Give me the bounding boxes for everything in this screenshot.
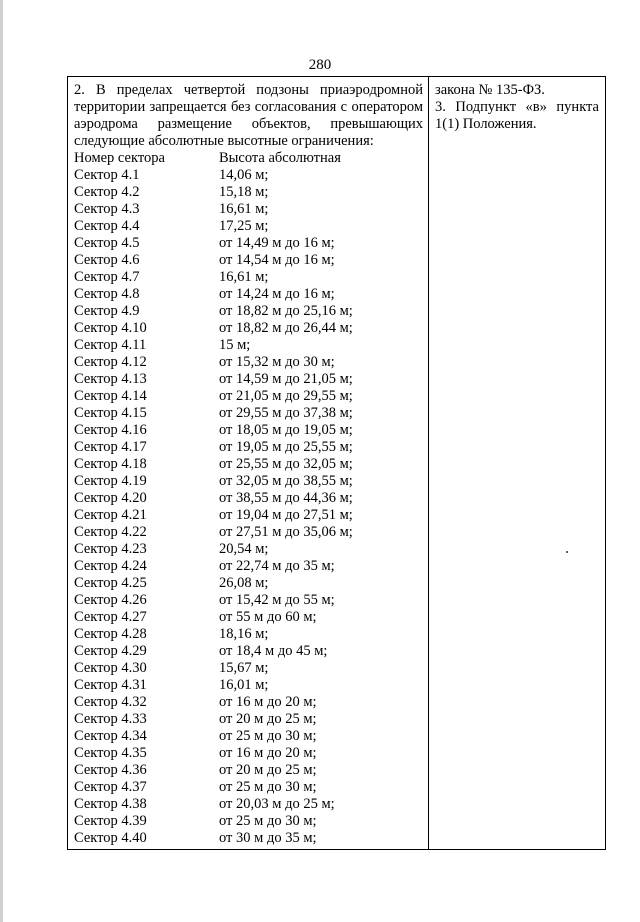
table-row	[74, 694, 423, 711]
sector-name: Сектор 4.13	[74, 371, 147, 387]
sector-name: Сектор 4.34	[74, 728, 147, 744]
sector-height-value: 14,06 м;	[219, 167, 269, 183]
page-number: 280	[308, 57, 332, 73]
sector-name: Сектор 4.12	[74, 354, 147, 370]
sector-name: Сектор 4.19	[74, 473, 147, 489]
sector-name: Сектор 4.5	[74, 235, 140, 251]
intro-line: следующие абсолютные высотные ограничения:	[74, 133, 374, 149]
sector-name: Сектор 4.26	[74, 592, 147, 608]
sector-height-value: 15,67 м;	[219, 660, 269, 676]
right-line: 1(1) Положения.	[435, 116, 537, 132]
table-row	[74, 337, 423, 354]
sector-height-value: 16,61 м;	[219, 201, 269, 217]
sector-height-value: от 38,55 м до 44,36 м;	[219, 490, 353, 506]
table-row	[74, 320, 423, 337]
right-line: закона № 135-ФЗ.	[435, 82, 545, 98]
sector-name: Сектор 4.3	[74, 201, 140, 217]
sector-height-value: от 22,74 м до 35 м;	[219, 558, 335, 574]
sector-name: Сектор 4.9	[74, 303, 140, 319]
sector-name: Сектор 4.35	[74, 745, 147, 761]
table-row	[74, 422, 423, 439]
sector-height-value: от 32,05 м до 38,55 м;	[219, 473, 353, 489]
sector-height-value: от 19,04 м до 27,51 м;	[219, 507, 353, 523]
sector-height-value: от 14,54 м до 16 м;	[219, 252, 335, 268]
sector-name: Сектор 4.6	[74, 252, 140, 268]
table-row	[74, 218, 423, 235]
sector-height-value: от 27,51 м до 35,06 м;	[219, 524, 353, 540]
sector-height-value: от 21,05 м до 29,55 м;	[219, 388, 353, 404]
sector-name: Сектор 4.1	[74, 167, 140, 183]
sector-height-value: от 20 м до 25 м;	[219, 711, 317, 727]
sector-height-value: от 16 м до 20 м;	[219, 745, 317, 761]
sector-height-value: от 18,05 м до 19,05 м;	[219, 422, 353, 438]
sector-height-value: от 25,55 м до 32,05 м;	[219, 456, 353, 472]
table-row	[74, 490, 423, 507]
sector-name: Сектор 4.32	[74, 694, 147, 710]
sector-name: Сектор 4.2	[74, 184, 140, 200]
table-row	[74, 235, 423, 252]
scan-speck	[566, 551, 568, 553]
table-row	[74, 677, 423, 694]
sector-name: Сектор 4.29	[74, 643, 147, 659]
sector-height-value: 17,25 м;	[219, 218, 269, 234]
sector-name: Сектор 4.37	[74, 779, 147, 795]
right-cell	[435, 82, 599, 133]
sector-name: Сектор 4.40	[74, 830, 147, 846]
sector-name: Сектор 4.16	[74, 422, 147, 438]
sector-name: Сектор 4.33	[74, 711, 147, 727]
sector-name: Сектор 4.21	[74, 507, 147, 523]
table-row	[74, 167, 423, 184]
left-cell	[74, 82, 423, 847]
sector-height-value: 18,16 м;	[219, 626, 269, 642]
table-row	[74, 439, 423, 456]
sector-name: Сектор 4.10	[74, 320, 147, 336]
table-row	[74, 456, 423, 473]
sector-name: Сектор 4.7	[74, 269, 140, 285]
sector-name: Сектор 4.11	[74, 337, 147, 353]
sector-height-value: от 20 м до 25 м;	[219, 762, 317, 778]
table-row	[74, 354, 423, 371]
table-row	[74, 388, 423, 405]
table-row	[74, 830, 423, 847]
table-row	[74, 779, 423, 796]
column-divider	[428, 77, 429, 849]
sector-name: Сектор 4.15	[74, 405, 147, 421]
table-row	[74, 405, 423, 422]
table-row	[74, 286, 423, 303]
table-row	[74, 643, 423, 660]
table-header-row	[74, 150, 423, 167]
right-line: 3. Подпункт «в» пункта	[435, 99, 599, 115]
sector-height-value: от 15,42 м до 55 м;	[219, 592, 335, 608]
sector-name: Сектор 4.23	[74, 541, 147, 557]
sector-column-header: Номер сектора	[74, 150, 165, 166]
sector-height-value: от 30 м до 35 м;	[219, 830, 317, 846]
sector-height-value: от 25 м до 30 м;	[219, 728, 317, 744]
table-row	[74, 626, 423, 643]
sector-height-value: от 14,49 м до 16 м;	[219, 235, 335, 251]
table-row	[74, 796, 423, 813]
table-row	[74, 371, 423, 388]
sector-height-value: от 29,55 м до 37,38 м;	[219, 405, 353, 421]
sector-name: Сектор 4.17	[74, 439, 147, 455]
scan-edge	[0, 0, 3, 922]
sector-height-value: 16,01 м;	[219, 677, 269, 693]
table-row	[74, 762, 423, 779]
table-row	[74, 541, 423, 558]
table-row	[74, 558, 423, 575]
table-row	[74, 201, 423, 218]
table-row	[74, 269, 423, 286]
table-row	[74, 592, 423, 609]
sector-height-value: от 14,24 м до 16 м;	[219, 286, 335, 302]
intro-line: территории запрещается без согласования с оператором	[74, 99, 423, 115]
sector-name: Сектор 4.8	[74, 286, 140, 302]
sector-name: Сектор 4.25	[74, 575, 147, 591]
sector-height-value: 15,18 м;	[219, 184, 269, 200]
sector-height-value: от 25 м до 30 м;	[219, 779, 317, 795]
sector-name: Сектор 4.31	[74, 677, 147, 693]
table-row	[74, 184, 423, 201]
sector-list	[74, 167, 423, 847]
sector-height-value: от 20,03 м до 25 м;	[219, 796, 335, 812]
sector-name: Сектор 4.27	[74, 609, 147, 625]
document-table	[67, 76, 606, 850]
height-column-header: Высота абсолютная	[219, 150, 341, 166]
sector-name: Сектор 4.4	[74, 218, 140, 234]
table-row	[74, 524, 423, 541]
sector-height-value: 26,08 м;	[219, 575, 269, 591]
sector-height-value: от 16 м до 20 м;	[219, 694, 317, 710]
sector-name: Сектор 4.18	[74, 456, 147, 472]
sector-height-value: от 14,59 м до 21,05 м;	[219, 371, 353, 387]
sector-name: Сектор 4.24	[74, 558, 147, 574]
intro-line: 2. В пределах четвертой подзоны приаэродромной	[74, 82, 423, 98]
table-row	[74, 575, 423, 592]
sector-name: Сектор 4.20	[74, 490, 147, 506]
sector-height-value: от 15,32 м до 30 м;	[219, 354, 335, 370]
sector-height-value: от 18,4 м до 45 м;	[219, 643, 328, 659]
sector-height-value: от 18,82 м до 26,44 м;	[219, 320, 353, 336]
sector-height-value: 16,61 м;	[219, 269, 269, 285]
table-row	[74, 303, 423, 320]
table-row	[74, 507, 423, 524]
table-row	[74, 660, 423, 677]
table-row	[74, 728, 423, 745]
sector-height-value: 20,54 м;	[219, 541, 269, 557]
table-row	[74, 252, 423, 269]
table-row	[74, 711, 423, 728]
sector-name: Сектор 4.14	[74, 388, 147, 404]
sector-name: Сектор 4.30	[74, 660, 147, 676]
sector-height-value: от 19,05 м до 25,55 м;	[219, 439, 353, 455]
sector-height-value: от 25 м до 30 м;	[219, 813, 317, 829]
sector-height-value: от 55 м до 60 м;	[219, 609, 317, 625]
intro-paragraph	[74, 82, 423, 150]
sector-name: Сектор 4.39	[74, 813, 147, 829]
intro-line: аэродрома размещение объектов, превышающих	[74, 116, 423, 132]
sector-name: Сектор 4.38	[74, 796, 147, 812]
table-row	[74, 813, 423, 830]
table-row	[74, 745, 423, 762]
sector-name: Сектор 4.22	[74, 524, 147, 540]
sector-height-value: 15 м;	[219, 337, 251, 353]
table-row	[74, 609, 423, 626]
sector-name: Сектор 4.28	[74, 626, 147, 642]
sector-name: Сектор 4.36	[74, 762, 147, 778]
sector-height-value: от 18,82 м до 25,16 м;	[219, 303, 353, 319]
table-row	[74, 473, 423, 490]
